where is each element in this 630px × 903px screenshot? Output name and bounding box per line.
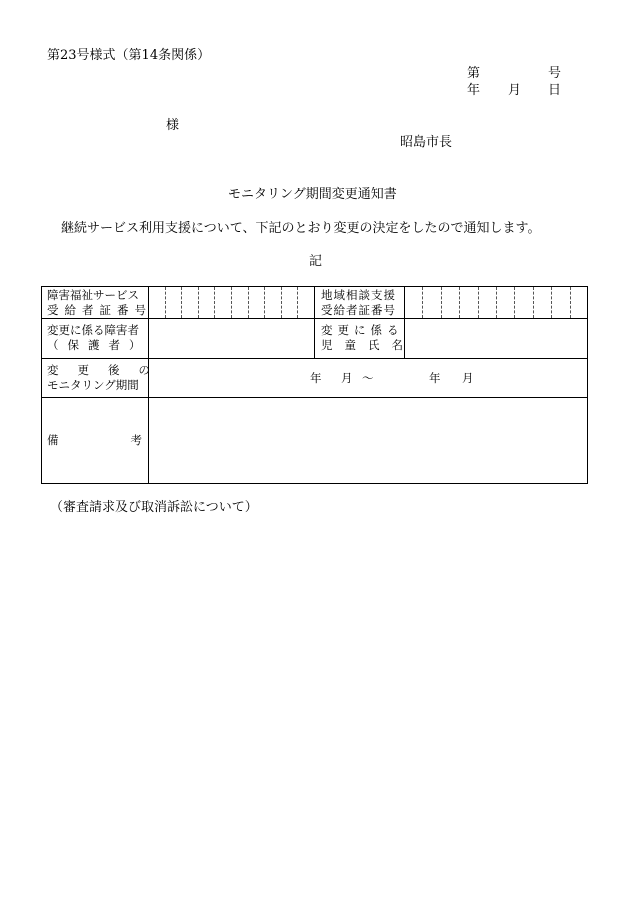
period-to-month: 月 xyxy=(462,371,474,385)
form-number: 第23号様式（第14条関係） xyxy=(47,48,211,63)
form-table xyxy=(41,286,588,484)
row-divider-2 xyxy=(42,358,587,359)
monitoring-period-label xyxy=(47,363,169,393)
doc-number-prefix: 第 xyxy=(467,66,481,81)
disabled-person-label-line2: （保護者） xyxy=(47,338,150,352)
community-support-cert-label xyxy=(321,288,396,318)
addressee-honorific: 様 xyxy=(166,118,180,133)
left-number-boxes xyxy=(148,287,314,318)
body-text: 継続サービス利用支援について、下記のとおり変更の決定をしたので通知します。 xyxy=(61,221,541,236)
community-support-label-line1: 地域相談支援 xyxy=(321,288,396,302)
community-support-label-line2: 受給者証番号 xyxy=(321,303,396,317)
issuer-name: 昭島市長 xyxy=(400,135,453,150)
ki-heading: 記 xyxy=(309,254,323,269)
date-year: 年 xyxy=(467,83,481,98)
period-tilde: ～ xyxy=(362,371,374,385)
date-month: 月 xyxy=(508,83,522,98)
child-name-label xyxy=(321,323,415,353)
welfare-service-label-line2: 受給者証番号 xyxy=(47,303,152,317)
date-day: 日 xyxy=(548,83,562,98)
right-number-boxes xyxy=(404,287,588,318)
row-divider-3 xyxy=(42,397,587,398)
child-name-label-line2: 児童氏名 xyxy=(321,338,415,352)
middle-divider xyxy=(314,287,315,358)
child-name-label-line1: 変更に係る xyxy=(321,323,404,337)
doc-number-suffix: 号 xyxy=(548,66,562,81)
period-to-year: 年 xyxy=(429,371,441,385)
monitoring-period-label-line2: モニタリング期間 xyxy=(47,378,139,392)
document-title: モニタリング期間変更通知書 xyxy=(228,187,397,202)
appeal-note: （審査請求及び取消訴訟について） xyxy=(50,500,258,515)
welfare-service-label-line1: 障害福祉サービス xyxy=(47,288,139,302)
disabled-person-label xyxy=(47,323,150,353)
period-from-year: 年 xyxy=(310,371,322,385)
period-from-month: 月 xyxy=(341,371,353,385)
remarks-label: 備考 xyxy=(47,433,214,447)
monitoring-period-label-line1: 変更後の xyxy=(47,363,169,377)
welfare-service-cert-label xyxy=(47,288,152,318)
disabled-person-label-line1: 変更に係る障害者 xyxy=(47,323,139,337)
